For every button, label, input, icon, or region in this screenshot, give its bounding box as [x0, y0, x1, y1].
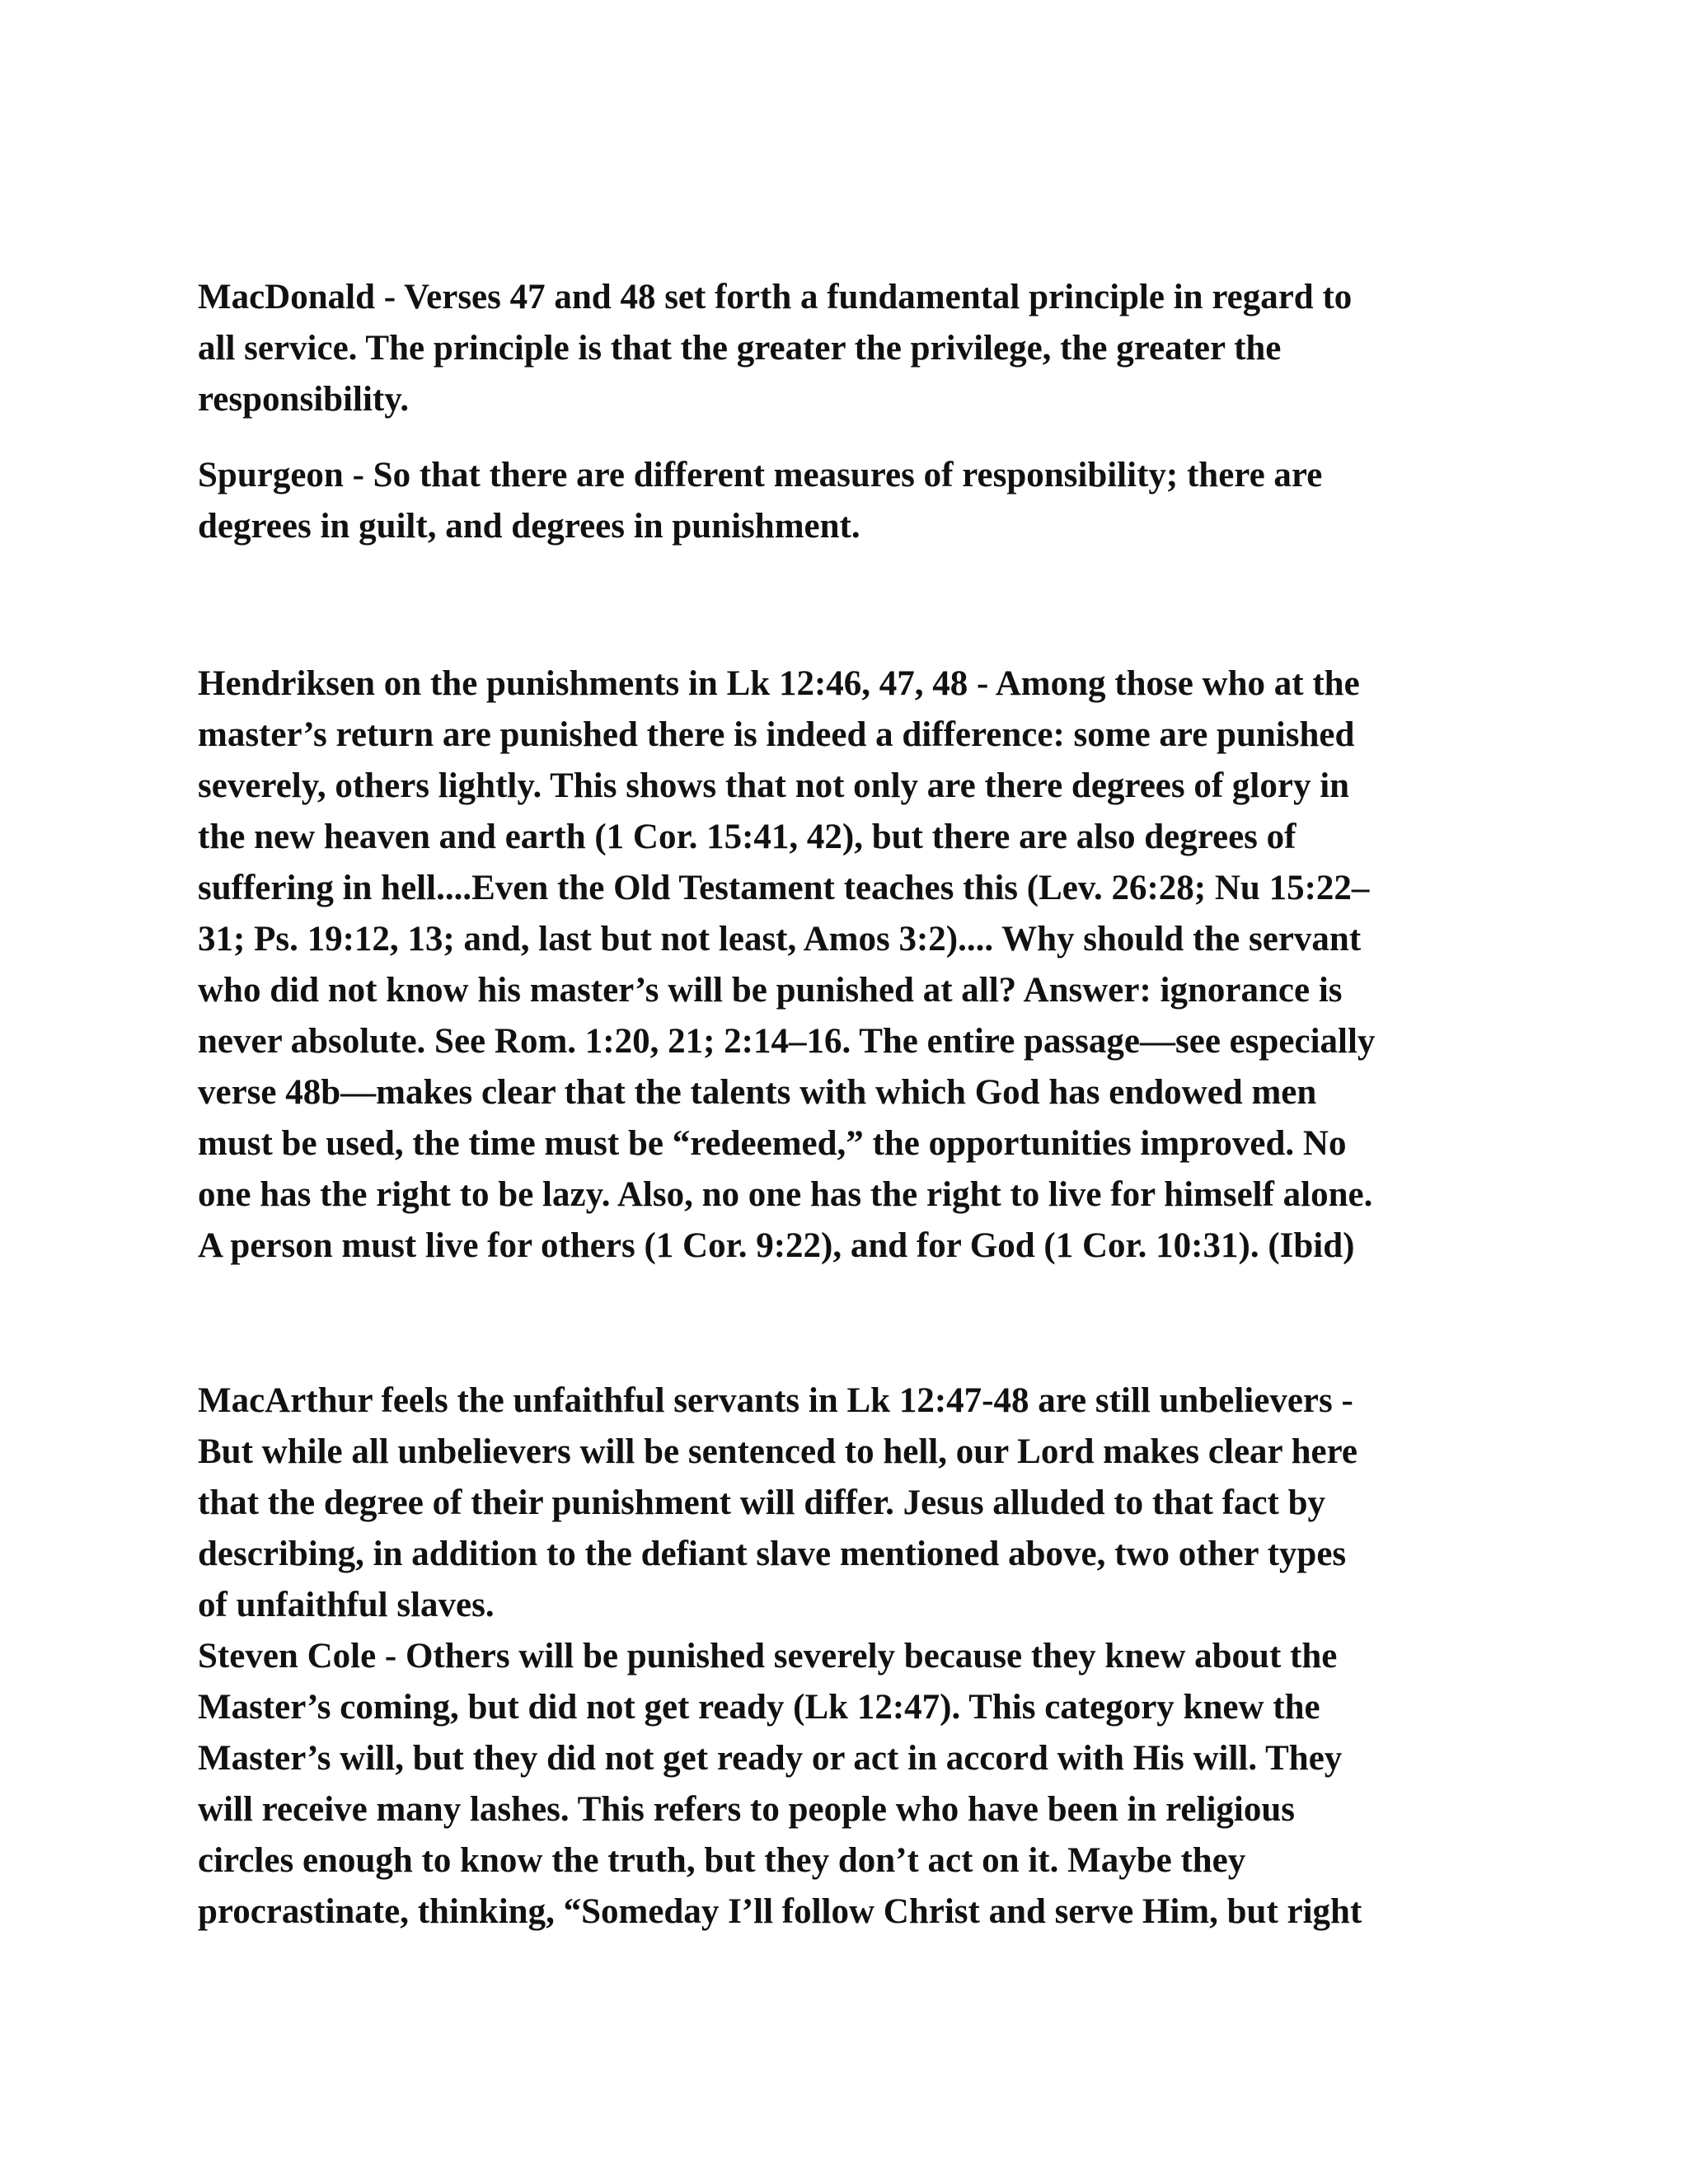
text-line: circles enough to know the truth, but they don’t act on it. Maybe they [198, 1841, 1246, 1880]
text-line: MacArthur feels the unfaithful servants in Lk 12:47-48 are still unbelievers - [198, 1381, 1353, 1420]
text-line: will receive many lashes. This refers to people who have been in religious [198, 1790, 1295, 1829]
text-line: suffering in hell....Even the Old Testament teaches this (Lev. 26:28; Nu 15:22– [198, 869, 1370, 907]
text-line: A person must live for others (1 Cor. 9:22), and for God (1 Cor. 10:31). (Ibid) [198, 1226, 1355, 1265]
paragraph-hendriksen [198, 658, 1500, 1272]
text-line: never absolute. See Rom. 1:20, 21; 2:14–16. The entire passage—see especially [198, 1022, 1376, 1061]
text-line: MacDonald - Verses 47 and 48 set forth a fundamental principle in regard to [198, 278, 1353, 316]
paragraph-spurgeon [198, 450, 1500, 552]
text-line: one has the right to be lazy. Also, no one has the right to live for himself alone. [198, 1175, 1373, 1214]
paragraph-macarthur [198, 1376, 1500, 1631]
text-line: that the degree of their punishment will differ. Jesus alluded to that fact by [198, 1483, 1326, 1522]
text-line: responsibility. [198, 380, 410, 419]
text-line: describing, in addition to the defiant slave mentioned above, two other types [198, 1535, 1347, 1573]
text-line: who did not know his master’s will be punished at all? Answer: ignorance is [198, 971, 1343, 1010]
text-line: master’s return are punished there is indeed a difference: some are punished [198, 715, 1355, 754]
paragraph-steven-cole [198, 1631, 1500, 1938]
text-line: the new heaven and earth (1 Cor. 15:41, 42), but there are also degrees of [198, 818, 1296, 856]
paragraph-macdonald [198, 272, 1500, 425]
text-line: Spurgeon - So that there are different measures of responsibility; there are [198, 456, 1323, 494]
text-line: severely, others lightly. This shows that not only are there degrees of glory in [198, 766, 1350, 805]
text-line: Master’s will, but they did not get ready or act in accord with His will. They [198, 1739, 1343, 1778]
text-line: must be used, the time must be “redeemed,” the opportunities improved. No [198, 1124, 1347, 1163]
text-line: 31; Ps. 19:12, 13; and, last but not least, Amos 3:2).... Why should the servant [198, 920, 1362, 958]
text-line: Master’s coming, but did not get ready (Lk 12:47). This category knew the [198, 1688, 1320, 1727]
text-line: verse 48b—makes clear that the talents with which God has endowed men [198, 1073, 1317, 1112]
text-line: Steven Cole - Others will be punished severely because they knew about the [198, 1637, 1338, 1675]
text-line: procrastinate, thinking, “Someday I’ll follow Christ and serve Him, but right [198, 1892, 1362, 1931]
text-line: all service. The principle is that the greater the privilege, the greater the [198, 329, 1282, 368]
text-line: of unfaithful slaves. [198, 1586, 495, 1624]
text-line: degrees in guilt, and degrees in punishment. [198, 507, 860, 546]
text-line: But while all unbelievers will be sentenced to hell, our Lord makes clear here [198, 1432, 1357, 1471]
text-line: Hendriksen on the punishments in Lk 12:46, 47, 48 - Among those who at the [198, 664, 1360, 703]
